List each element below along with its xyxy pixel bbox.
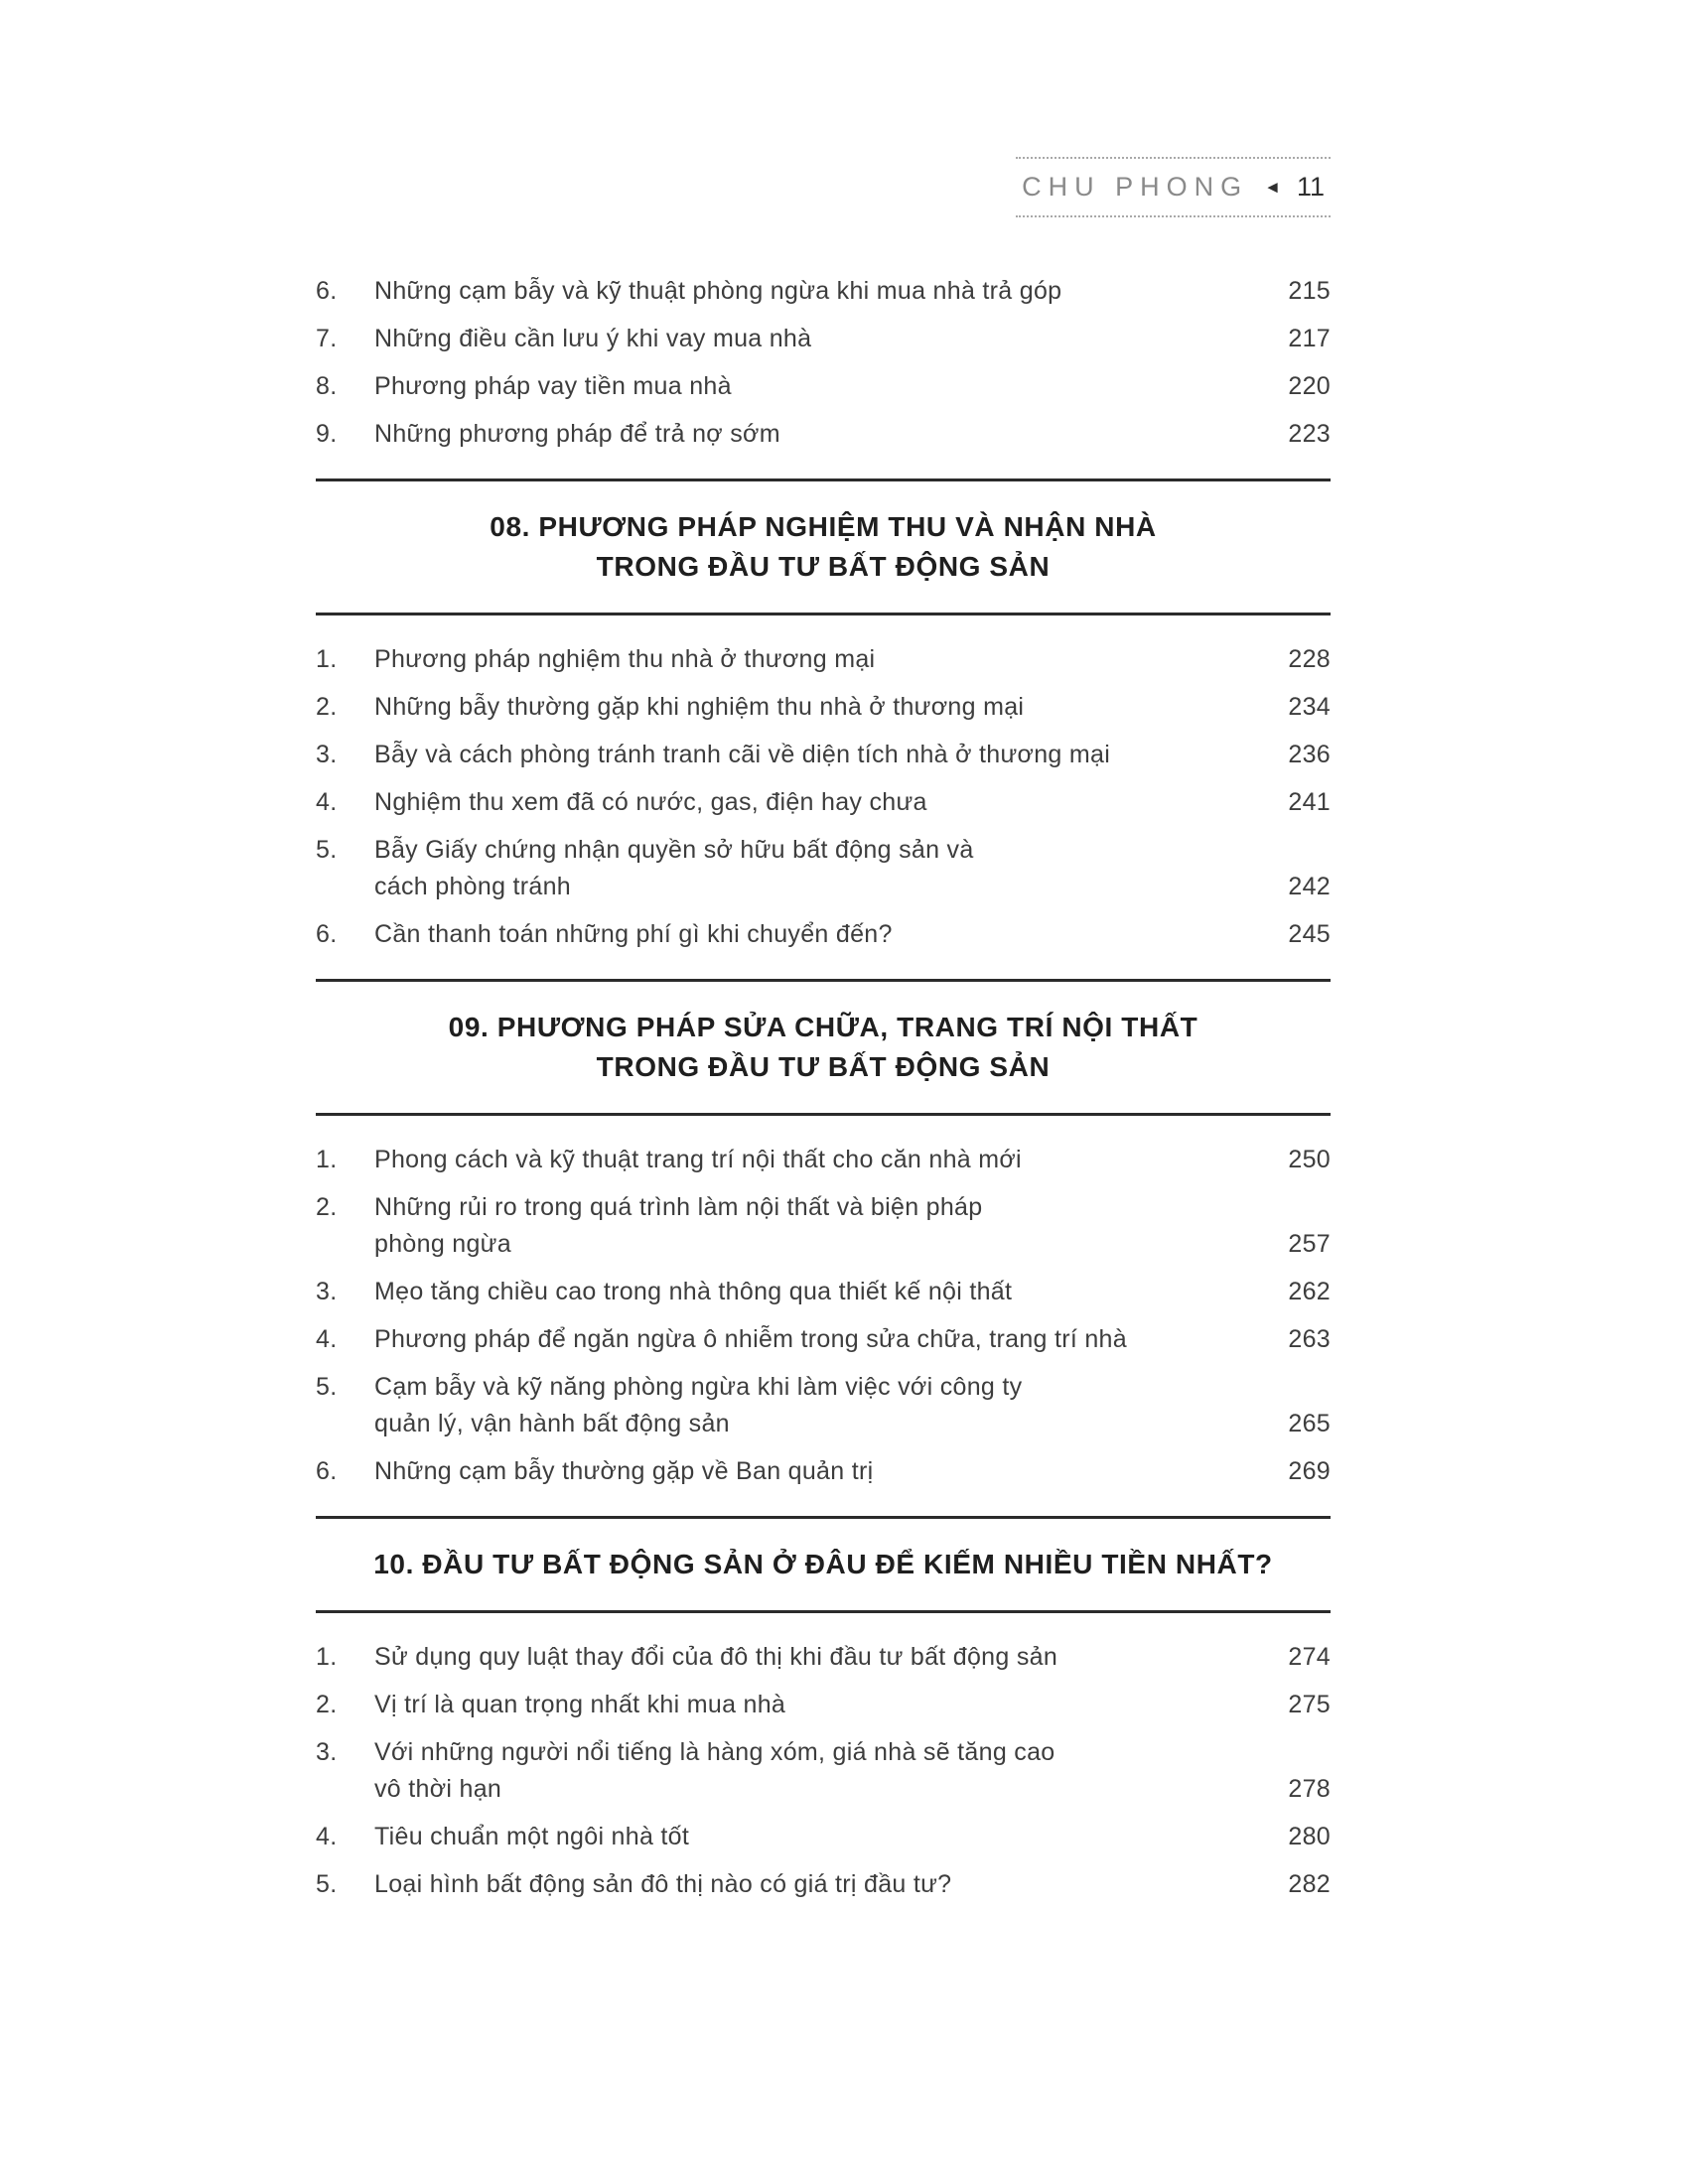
entry-title xyxy=(374,784,1270,821)
entry-page-number: 269 xyxy=(1288,1457,1331,1485)
section-divider xyxy=(316,1610,1331,1613)
content-area xyxy=(316,0,1331,1914)
entry-title xyxy=(374,1687,1270,1723)
section-heading-line: TRONG ĐẦU TƯ BẤT ĐỘNG SẢN xyxy=(596,551,1051,582)
entry-title-line: Mẹo tăng chiều cao trong nhà thông qua thiết kế nội thất xyxy=(374,1278,1013,1305)
entry-page-number: 257 xyxy=(1288,1230,1331,1258)
toc-entry xyxy=(316,1866,1331,1903)
entry-title-line: Những bẫy thường gặp khi nghiệm thu nhà ở thương mại xyxy=(374,693,1025,721)
entry-number: 9. xyxy=(316,420,338,448)
entry-page-number: 234 xyxy=(1288,693,1331,721)
toc-entry xyxy=(316,273,1331,310)
entry-page-number: 245 xyxy=(1288,920,1331,948)
section-divider xyxy=(316,1113,1331,1116)
entry-page-number: 265 xyxy=(1288,1410,1331,1437)
entry-page-number: 236 xyxy=(1288,741,1331,768)
entry-title-line: Sử dụng quy luật thay đổi của đô thị khi đầu tư bất động sản xyxy=(374,1643,1058,1671)
entry-title-line: Tiêu chuẩn một ngôi nhà tốt xyxy=(374,1823,690,1850)
entry-page-number: 250 xyxy=(1288,1146,1331,1173)
entry-title-line: Với những người nổi tiếng là hàng xóm, giá nhà sẽ tăng cao xyxy=(374,1738,1055,1766)
entry-page-number: 223 xyxy=(1288,420,1331,448)
entry-number: 4. xyxy=(316,1823,338,1850)
toc-entry xyxy=(316,1734,1331,1808)
entry-title xyxy=(374,916,1270,953)
brand-name: CHU PHONG xyxy=(1022,172,1249,202)
entry-title-line: Bẫy và cách phòng tránh tranh cãi về diện tích nhà ở thương mại xyxy=(374,741,1111,768)
section-divider xyxy=(316,613,1331,615)
entry-number: 6. xyxy=(316,920,338,948)
toc-entry xyxy=(316,1189,1331,1263)
entry-page-number: 215 xyxy=(1288,277,1331,305)
entry-title-line: Vị trí là quan trọng nhất khi mua nhà xyxy=(374,1691,786,1718)
entry-page-number: 280 xyxy=(1288,1823,1331,1850)
toc-entry xyxy=(316,832,1331,905)
entry-number: 1. xyxy=(316,1643,338,1671)
section-divider xyxy=(316,979,1331,982)
entry-title-line: Phương pháp nghiệm thu nhà ở thương mại xyxy=(374,645,876,673)
entry-number: 3. xyxy=(316,741,338,768)
entry-title xyxy=(374,737,1270,773)
toc-entry xyxy=(316,1687,1331,1723)
section-heading xyxy=(316,1545,1331,1584)
toc-entry xyxy=(316,1274,1331,1310)
entry-title xyxy=(374,1321,1270,1358)
section-heading xyxy=(316,507,1331,587)
entry-title xyxy=(374,368,1270,405)
entry-title xyxy=(374,1819,1270,1855)
entry-title-line: Phương pháp vay tiền mua nhà xyxy=(374,372,732,400)
entry-title-line: Phương pháp để ngăn ngừa ô nhiễm trong sửa chữa, trang trí nhà xyxy=(374,1325,1127,1353)
entry-page-number: 274 xyxy=(1288,1643,1331,1671)
entry-number: 6. xyxy=(316,1457,338,1485)
entry-title xyxy=(374,1142,1270,1178)
entry-page-number: 242 xyxy=(1288,873,1331,900)
entry-title xyxy=(374,321,1270,357)
entry-number: 5. xyxy=(316,836,338,864)
section-divider xyxy=(316,1516,1331,1519)
toc-entry xyxy=(316,1142,1331,1178)
entry-title-line: cách phòng tránh xyxy=(374,873,572,900)
toc-entry xyxy=(316,416,1331,453)
entry-title-line: Bẫy Giấy chứng nhận quyền sở hữu bất động sản và xyxy=(374,836,974,864)
entry-number: 2. xyxy=(316,1691,338,1718)
toc-entry xyxy=(316,1639,1331,1676)
entry-number: 1. xyxy=(316,1146,338,1173)
entry-title xyxy=(374,273,1270,310)
entry-number: 8. xyxy=(316,372,338,400)
section-heading xyxy=(316,1008,1331,1087)
header-page-number: 11 xyxy=(1296,172,1325,202)
entry-title xyxy=(374,1274,1270,1310)
entry-number: 3. xyxy=(316,1278,338,1305)
entry-title-line: phòng ngừa xyxy=(374,1230,511,1258)
entry-title xyxy=(374,641,1270,678)
left-arrowhead-icon: ◄ xyxy=(1264,178,1281,197)
entry-title-line: vô thời hạn xyxy=(374,1775,502,1803)
table-of-contents xyxy=(316,273,1331,1903)
entry-title-line: Nghiệm thu xem đã có nước, gas, điện hay chưa xyxy=(374,788,927,816)
entry-number: 6. xyxy=(316,277,338,305)
entry-title-line: Những cạm bẫy và kỹ thuật phòng ngừa khi mua nhà trả góp xyxy=(374,277,1062,305)
entry-page-number: 282 xyxy=(1288,1870,1331,1898)
entry-title xyxy=(374,832,1270,905)
entry-title-line: Những rủi ro trong quá trình làm nội thất và biện pháp xyxy=(374,1193,983,1221)
entry-title-line: Loại hình bất động sản đô thị nào có giá trị đầu tư? xyxy=(374,1870,952,1898)
toc-entry xyxy=(316,1453,1331,1490)
entry-title xyxy=(374,1639,1270,1676)
entry-number: 3. xyxy=(316,1738,338,1766)
section-heading-line: 10. ĐẦU TƯ BẤT ĐỘNG SẢN Ở ĐÂU ĐỂ KIẾM NHIỀU TIỀN NHẤT? xyxy=(373,1549,1273,1579)
toc-entry xyxy=(316,784,1331,821)
toc-entry xyxy=(316,1369,1331,1442)
toc-entry xyxy=(316,737,1331,773)
entry-number: 4. xyxy=(316,788,338,816)
entry-page-number: 278 xyxy=(1288,1775,1331,1803)
entry-number: 2. xyxy=(316,693,338,721)
entry-number: 4. xyxy=(316,1325,338,1353)
entry-title xyxy=(374,689,1270,726)
section-divider xyxy=(316,478,1331,481)
entry-page-number: 220 xyxy=(1288,372,1331,400)
toc-entry xyxy=(316,368,1331,405)
toc-entry xyxy=(316,916,1331,953)
toc-entry xyxy=(316,641,1331,678)
entry-number: 1. xyxy=(316,645,338,673)
entry-title xyxy=(374,416,1270,453)
entry-number: 5. xyxy=(316,1870,338,1898)
entry-page-number: 217 xyxy=(1288,325,1331,352)
entry-title xyxy=(374,1453,1270,1490)
entry-page-number: 228 xyxy=(1288,645,1331,673)
toc-entry xyxy=(316,1321,1331,1358)
section-heading-line: 08. PHƯƠNG PHÁP NGHIỆM THU VÀ NHẬN NHÀ xyxy=(490,511,1157,542)
toc-entry xyxy=(316,321,1331,357)
entry-title-line: Những cạm bẫy thường gặp về Ban quản trị xyxy=(374,1457,874,1485)
entry-title xyxy=(374,1866,1270,1903)
section-heading-line: 09. PHƯƠNG PHÁP SỬA CHỮA, TRANG TRÍ NỘI THẤT xyxy=(448,1012,1198,1042)
entry-number: 2. xyxy=(316,1193,338,1221)
entry-title xyxy=(374,1734,1270,1808)
entry-title-line: quản lý, vận hành bất động sản xyxy=(374,1410,730,1437)
entry-title xyxy=(374,1369,1270,1442)
entry-page-number: 241 xyxy=(1288,788,1331,816)
entry-title-line: Phong cách và kỹ thuật trang trí nội thất cho căn nhà mới xyxy=(374,1146,1022,1173)
entry-page-number: 262 xyxy=(1288,1278,1331,1305)
entry-number: 7. xyxy=(316,325,338,352)
running-header xyxy=(1016,157,1331,217)
entry-page-number: 263 xyxy=(1288,1325,1331,1353)
section-heading-line: TRONG ĐẦU TƯ BẤT ĐỘNG SẢN xyxy=(596,1051,1051,1082)
entry-page-number: 275 xyxy=(1288,1691,1331,1718)
entry-title-line: Cạm bẫy và kỹ năng phòng ngừa khi làm việc với công ty xyxy=(374,1373,1023,1401)
entry-number: 5. xyxy=(316,1373,338,1401)
entry-title-line: Những điều cần lưu ý khi vay mua nhà xyxy=(374,325,812,352)
running-header-row xyxy=(316,157,1331,217)
toc-entry xyxy=(316,1819,1331,1855)
toc-entry xyxy=(316,689,1331,726)
entry-title-line: Cần thanh toán những phí gì khi chuyển đến? xyxy=(374,920,893,948)
entry-title xyxy=(374,1189,1270,1263)
entry-title-line: Những phương pháp để trả nợ sớm xyxy=(374,420,780,448)
